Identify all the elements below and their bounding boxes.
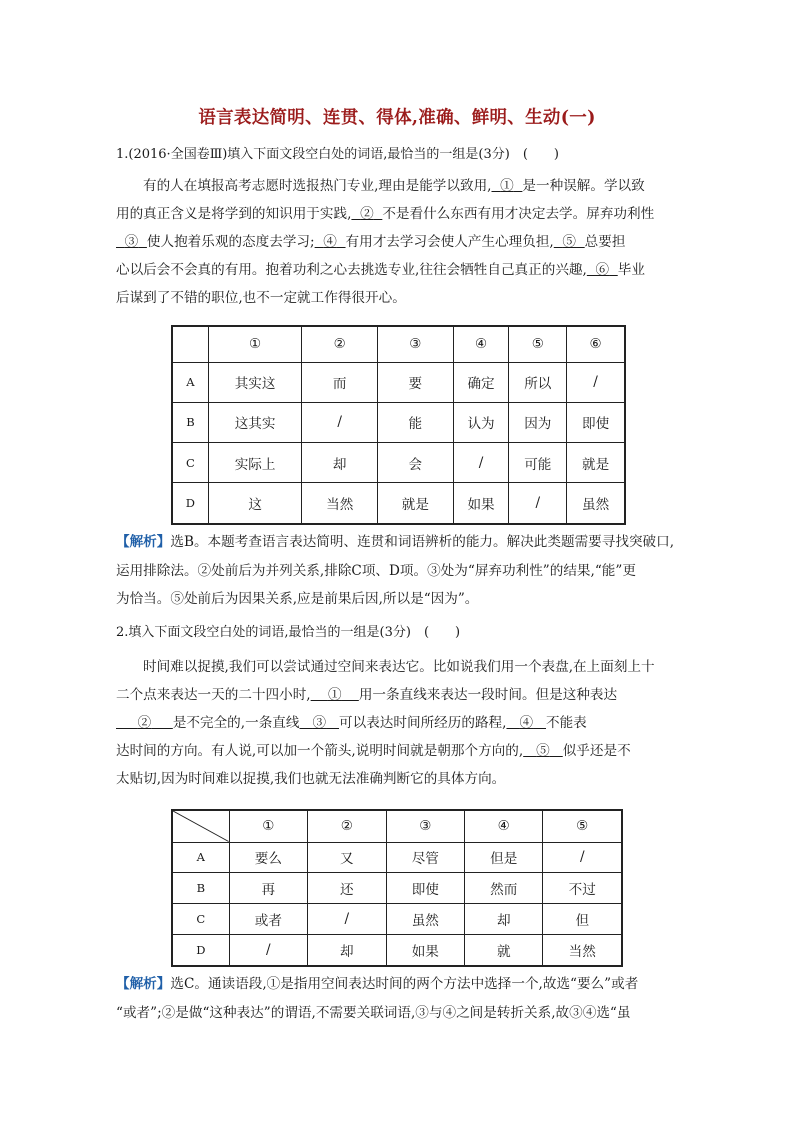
q1-blank: ⑥ — [595, 262, 610, 278]
row-label: C — [172, 904, 229, 935]
table-row — [172, 842, 622, 873]
q2-text: 可以表达时间所经历的路程, — [339, 715, 507, 731]
q2-passage — [116, 653, 678, 793]
table-cell: 尽管 — [386, 842, 464, 873]
diagonal-header-cell — [172, 810, 229, 842]
q2-blank: ⑤ — [536, 743, 550, 759]
q2-text: 时间难以捉摸,我们可以尝试通过空间来表达它。比如说我们用一个表盘,在上面刻上十 — [143, 659, 655, 675]
q2-analysis — [116, 970, 678, 1027]
analysis-text: 运用排除法。②处前后为并列关系,排除C项、D项。③处为“屏弃功利性”的结果,“能”更 — [116, 562, 636, 579]
q1-text: 总要担 — [584, 234, 626, 250]
q2-blank: ② — [137, 715, 152, 731]
q2-text: 用一条直线来表达一段时间。但是这种表达 — [358, 687, 618, 703]
table-cell — [172, 326, 208, 362]
table-cell: ① — [229, 810, 307, 842]
q1-text: 不是看什么东西有用才决定去学。屏弃功利性 — [382, 206, 655, 222]
table-row — [172, 443, 625, 483]
table-cell: 又 — [308, 842, 386, 873]
table-cell: ④ — [453, 326, 509, 362]
q2-stem: 2.填入下面文段空白处的词语,最恰当的一组是(3分) ( ) — [116, 625, 461, 640]
table-cell: 虽然 — [386, 904, 464, 935]
table-row — [172, 873, 622, 904]
q2-text: 不能表 — [546, 715, 587, 731]
table-header-row — [172, 810, 622, 842]
table-cell: 确定 — [453, 362, 509, 402]
analysis-text: “或者”;②是做“这种表达”的谓语,不需要关联词语,③与④之间是转折关系,故③④选“虽 — [116, 1004, 631, 1021]
table-cell: ⑤ — [509, 326, 567, 362]
q2-options-table — [171, 809, 623, 967]
q1-text: 毕业 — [617, 262, 645, 278]
q2-text: 是不完全的,一条直线 — [172, 715, 300, 731]
table-cell: ⑥ — [567, 326, 625, 362]
q2-blank: ④ — [519, 715, 534, 731]
q1-text: 有用才去学习会使人产生心理负担, — [345, 234, 554, 250]
table-cell: 所以 — [509, 362, 567, 402]
q1-text: 有的人在填报高考志愿时选报热门专业,理由是能学以致用, — [143, 178, 492, 194]
table-cell: 这 — [208, 483, 302, 524]
table-cell: 就 — [465, 934, 543, 966]
row-label: B — [172, 402, 208, 442]
page-title: 语言表达简明、连贯、得体,准确、鲜明、生动(一) — [198, 108, 596, 128]
q1-text: 用的真正含义是将学到的知识用于实践, — [116, 206, 352, 222]
q1-text: 后谋到了不错的职位,也不一定就工作得很开心。 — [116, 290, 406, 306]
table-cell: / — [543, 842, 622, 873]
table-cell: / — [229, 934, 307, 966]
q1-text: 心以后会不会真的有用。抱着功利之心去挑选专业,往往会牺牲自己真正的兴趣, — [116, 262, 587, 278]
table-cell: 然而 — [465, 873, 543, 904]
q2-blank: ③ — [312, 715, 327, 731]
row-label: A — [172, 362, 208, 402]
q2-text: 似乎还是不 — [562, 743, 631, 759]
q1-blank: ③ — [124, 234, 139, 250]
q1-stem: 1.(2016·全国卷Ⅲ)填入下面文段空白处的词语,最恰当的一组是(3分) ( ) — [116, 147, 559, 162]
analysis-text: 选B。本题考查语言表达简明、连贯和词语辨析的能力。解决此类题需要寻找突破口, — [170, 534, 675, 550]
row-label: D — [172, 934, 229, 966]
q1-blank: ① — [500, 178, 514, 194]
row-label: C — [172, 443, 208, 483]
q2-text: 二个点来表达一天的二十四小时, — [116, 687, 311, 703]
table-cell: 虽然 — [567, 483, 625, 524]
table-header-row — [172, 326, 625, 362]
table-row — [172, 934, 622, 966]
table-cell: / — [567, 362, 625, 402]
q2-text: 达时间的方向。有人说,可以加一个箭头,说明时间就是朝那个方向的, — [116, 743, 524, 759]
table-cell: 其实这 — [208, 362, 302, 402]
table-cell: ② — [302, 326, 378, 362]
q1-text: 使人抱着乐观的态度去学习; — [146, 234, 315, 250]
row-label: A — [172, 842, 229, 873]
table-cell: 却 — [465, 904, 543, 935]
analysis-tag: 【解析】 — [116, 976, 171, 992]
table-cell: ④ — [465, 810, 543, 842]
q1-blank: ⑤ — [562, 234, 577, 250]
table-cell: 还 — [308, 873, 386, 904]
table-cell: 即使 — [567, 402, 625, 442]
table-cell: 这其实 — [208, 402, 302, 442]
q2-blank: ① — [327, 687, 342, 703]
table-cell: / — [302, 402, 378, 442]
q1-blank: ② — [360, 206, 374, 222]
table-cell: / — [509, 483, 567, 524]
table-cell: 实际上 — [208, 443, 302, 483]
table-cell: 当然 — [302, 483, 378, 524]
table-cell: 就是 — [567, 443, 625, 483]
q1-passage — [116, 172, 678, 312]
table-cell: 如果 — [453, 483, 509, 524]
table-cell: 但是 — [465, 842, 543, 873]
table-cell: 当然 — [543, 934, 622, 966]
table-cell: ⑤ — [543, 810, 622, 842]
q1-options-table — [171, 325, 626, 525]
q1-blank: ④ — [323, 234, 337, 250]
table-cell: 而 — [302, 362, 378, 402]
q1-text: 是一种误解。学以致 — [522, 178, 645, 194]
diagonal-line-icon — [173, 811, 229, 842]
table-cell: / — [453, 443, 509, 483]
table-row — [172, 483, 625, 524]
table-row — [172, 362, 625, 402]
table-row — [172, 904, 622, 935]
row-label: B — [172, 873, 229, 904]
table-cell: ③ — [378, 326, 454, 362]
table-cell: 不过 — [543, 873, 622, 904]
table-cell: 认为 — [453, 402, 509, 442]
table-cell: ③ — [386, 810, 464, 842]
table-cell: 再 — [229, 873, 307, 904]
table-cell: 却 — [308, 934, 386, 966]
table-cell: 如果 — [386, 934, 464, 966]
row-label: D — [172, 483, 208, 524]
table-row — [172, 402, 625, 442]
table-cell: 可能 — [509, 443, 567, 483]
table-cell: 要么 — [229, 842, 307, 873]
analysis-text: 为恰当。⑤处前后为因果关系,应是前果后因,所以是“因为”。 — [116, 591, 479, 607]
table-cell: 或者 — [229, 904, 307, 935]
table-cell: ② — [308, 810, 386, 842]
table-cell: 但 — [543, 904, 622, 935]
analysis-text: 选C。通读语段,①是指用空间表达时间的两个方法中选择一个,故选“要么”或者 — [170, 976, 639, 992]
analysis-tag: 【解析】 — [116, 534, 171, 550]
q1-analysis — [116, 528, 678, 614]
table-cell: / — [308, 904, 386, 935]
table-cell: 就是 — [378, 483, 454, 524]
table-cell: 即使 — [386, 873, 464, 904]
table-cell: ① — [208, 326, 302, 362]
table-cell: 会 — [378, 443, 454, 483]
table-cell: 因为 — [509, 402, 567, 442]
table-cell: 却 — [302, 443, 378, 483]
q2-text: 太贴切,因为时间难以捉摸,我们也就无法准确判断它的具体方向。 — [116, 771, 506, 787]
table-cell: 能 — [378, 402, 454, 442]
table-cell: 要 — [378, 362, 454, 402]
